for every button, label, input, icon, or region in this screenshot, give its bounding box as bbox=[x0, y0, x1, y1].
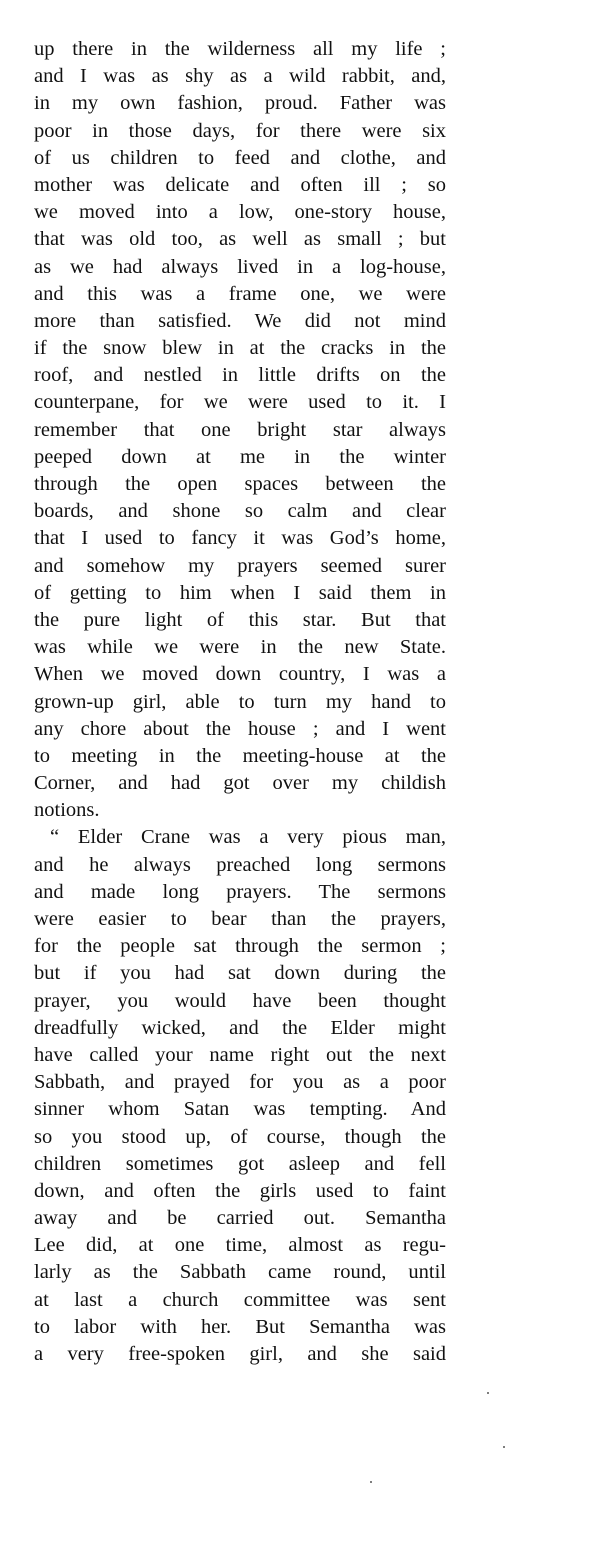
text-line: of us children to feed and clothe, and bbox=[34, 146, 446, 169]
text-line: and he always preached long sermons bbox=[34, 853, 446, 876]
text-line: mother was delicate and often ill ; so bbox=[34, 173, 446, 196]
text-line: and somehow my prayers seemed surer bbox=[34, 554, 446, 577]
paragraph-end-line: notions. bbox=[34, 799, 100, 822]
text-line: and this was a frame one, we were bbox=[34, 282, 446, 305]
text-line: Corner, and had got over my childish bbox=[34, 772, 446, 795]
page-text bbox=[34, 36, 446, 1368]
text-line: we moved into a low, one-story house, bbox=[34, 201, 446, 224]
text-line: grown-up girl, able to turn my hand to bbox=[34, 690, 446, 713]
text-line: have called your name right out the next bbox=[34, 1043, 446, 1066]
text-line: sinner whom Satan was tempting. And bbox=[34, 1098, 446, 1121]
text-line: at last a church committee was sent bbox=[34, 1288, 446, 1311]
text-line: Lee did, at one time, almost as regu- bbox=[34, 1234, 446, 1257]
text-line: Sabbath, and prayed for you as a poor bbox=[34, 1071, 446, 1094]
text-line: larly as the Sabbath came round, until bbox=[34, 1261, 446, 1284]
text-line: the pure light of this star. But that bbox=[34, 608, 446, 631]
paper-speck bbox=[370, 1481, 372, 1483]
text-line: as we had always lived in a log-house, bbox=[34, 255, 446, 278]
text-line: so you stood up, of course, though the bbox=[34, 1125, 446, 1148]
text-line: up there in the wilderness all my life ; bbox=[34, 38, 446, 60]
paper-speck bbox=[503, 1446, 505, 1448]
text-line: poor in those days, for there were six bbox=[34, 119, 446, 142]
text-line: children sometimes got asleep and fell bbox=[34, 1152, 446, 1175]
paragraph-start-line: “ Elder Crane was a very pious man, bbox=[50, 826, 446, 849]
text-line: and made long prayers. The sermons bbox=[34, 880, 446, 903]
text-line: that I used to fancy it was God’s home, bbox=[34, 527, 446, 550]
text-line: to meeting in the meeting-house at the bbox=[34, 744, 446, 767]
text-line: more than satisfied. We did not mind bbox=[34, 309, 446, 332]
text-line: of getting to him when I said them in bbox=[34, 581, 446, 604]
text-line: to labor with her. But Semantha was bbox=[34, 1315, 446, 1338]
text-line: peeped down at me in the winter bbox=[34, 445, 446, 468]
text-line: was while we were in the new State. bbox=[34, 636, 446, 659]
text-line: dreadfully wicked, and the Elder might bbox=[34, 1016, 446, 1039]
text-line: roof, and nestled in little drifts on the bbox=[34, 364, 446, 387]
text-line: remember that one bright star always bbox=[34, 418, 446, 441]
text-line: away and be carried out. Semantha bbox=[34, 1207, 446, 1230]
text-line: When we moved down country, I was a bbox=[34, 663, 446, 686]
text-line: and I was as shy as a wild rabbit, and, bbox=[34, 65, 446, 88]
text-line: prayer, you would have been thought bbox=[34, 989, 446, 1012]
text-line: any chore about the house ; and I went bbox=[34, 717, 446, 740]
text-line: in my own fashion, proud. Father was bbox=[34, 92, 446, 115]
text-line: boards, and shone so calm and clear bbox=[34, 500, 446, 523]
text-line: down, and often the girls used to faint bbox=[34, 1179, 446, 1202]
text-line: were easier to bear than the prayers, bbox=[34, 908, 446, 930]
text-line: counterpane, for we were used to it. I bbox=[34, 391, 446, 414]
text-line: that was old too, as well as small ; but bbox=[34, 228, 446, 251]
text-line: but if you had sat down during the bbox=[34, 962, 446, 985]
text-line: for the people sat through the sermon ; bbox=[34, 935, 446, 958]
text-line: through the open spaces between the bbox=[34, 473, 446, 495]
paper-speck bbox=[487, 1392, 489, 1394]
text-line: a very free-spoken girl, and she said bbox=[34, 1343, 446, 1365]
text-line: if the snow blew in at the cracks in the bbox=[34, 337, 446, 360]
